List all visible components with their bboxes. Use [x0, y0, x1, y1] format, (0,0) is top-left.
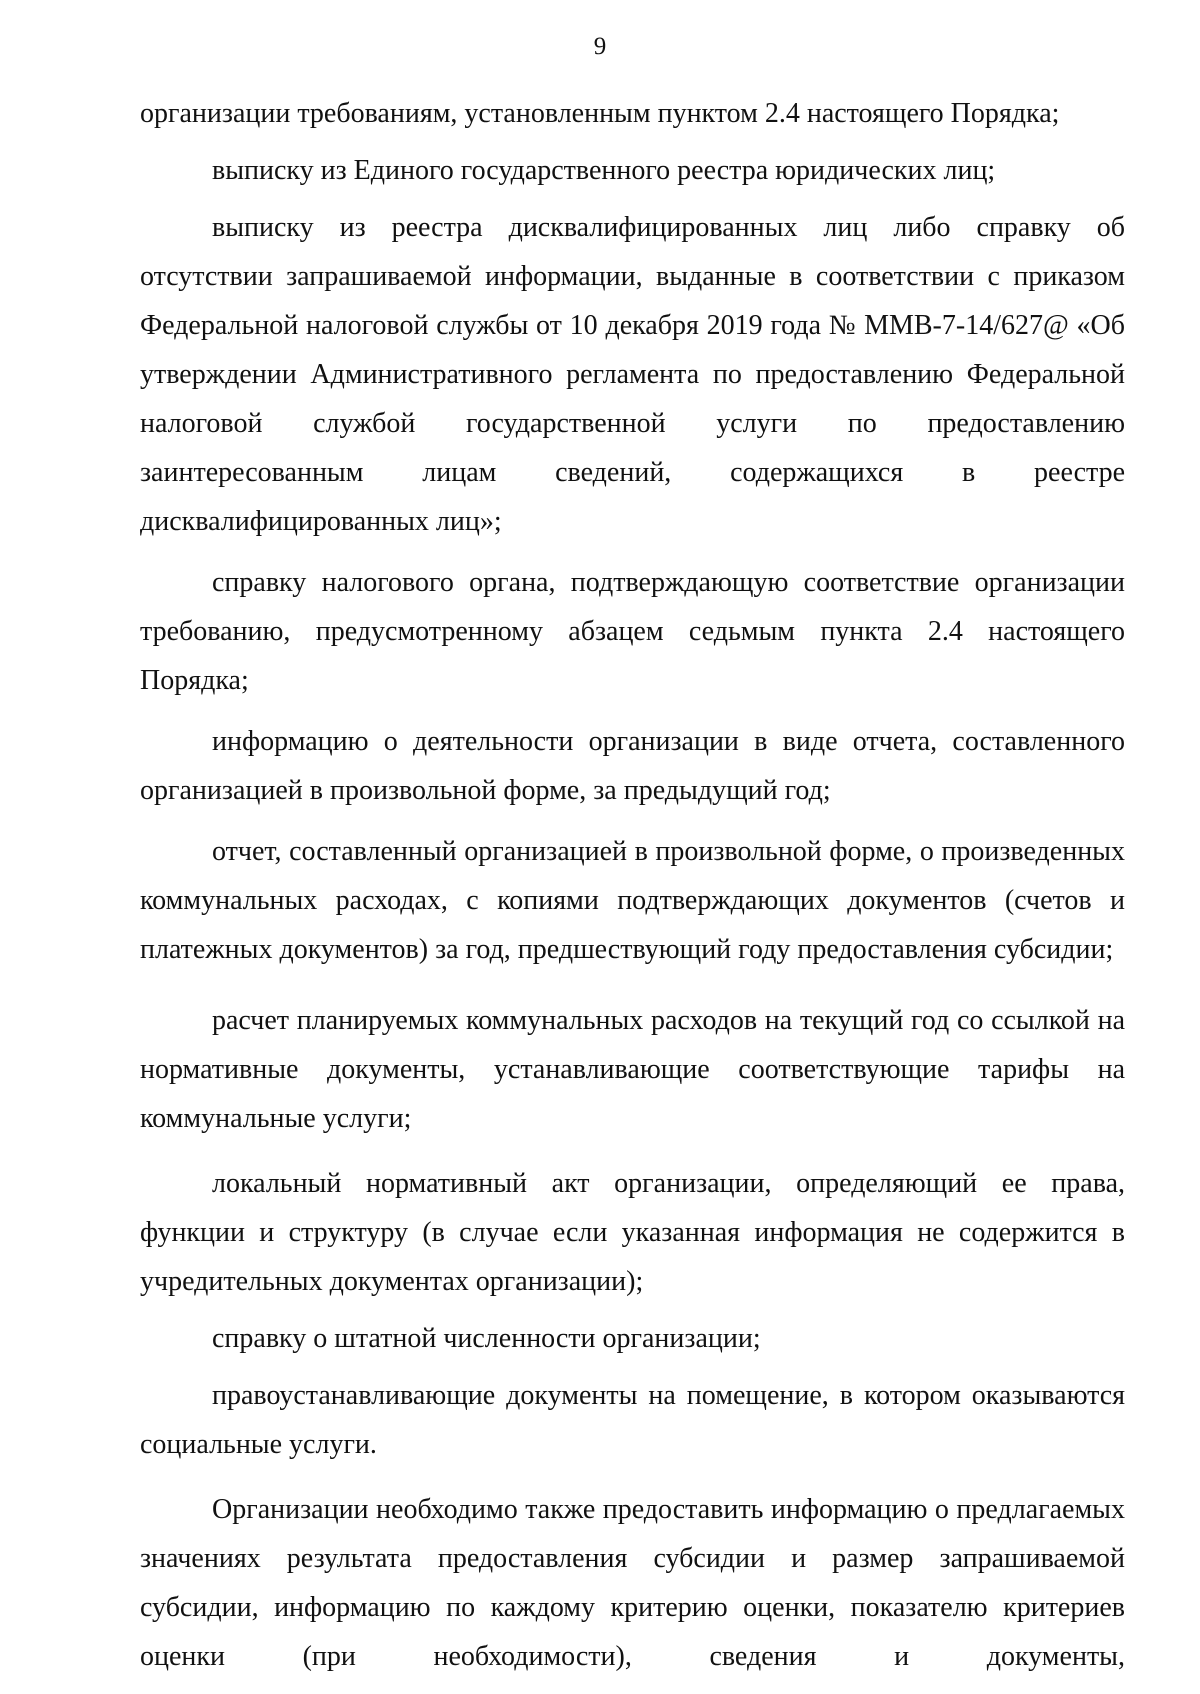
paragraph-local-act: локальный нормативный акт организации, определяющий ее права, функции и структуру (в случае если указанная информация не содержится в учредительных документах организации); — [140, 1168, 1125, 1297]
paragraph-additional-information: Организации необходимо также предоставить информацию о предлагаемых значениях результата предоставления субсидии и размер запрашиваемой субсидии, информацию по каждому критерию оценки, показателю критериев оценки (при необходимости), сведения и документы, — [140, 1494, 1125, 1672]
page-number: 9 — [593, 33, 607, 60]
paragraph-utility-expenses-report: отчет, составленный организацией в произвольной форме, о произведенных коммунальных расходах, с копиями подтверждающих документов (счетов и платежных документов) за год, предшествующий году предоставления субсидии; — [140, 836, 1125, 965]
document-body — [140, 89, 1125, 1681]
paragraph-tax-certificate: справку налогового органа, подтверждающую соответствие организации требованию, предусмотренному абзацем седьмым пункта 2.4 настоящего Порядка; — [140, 567, 1125, 696]
paragraph-staff-certificate: справку о штатной численности организации; — [212, 1323, 761, 1354]
paragraph-continuation: организации требованиям, установленным пунктом 2.4 настоящего Порядка; — [140, 98, 1060, 129]
paragraph-disqualified-registry: выписку из реестра дисквалифицированных лиц либо справку об отсутствии запрашиваемой информации, выданные в соответствии с приказом Федеральной налоговой службы от 10 декабря 2019 года № ММВ-7-14/627@ «Об утверждении Административного регламента по предоставлению Федеральной налоговой службой государственной услуги по предоставлению заинтересованным лицам сведений, содержащихся в реестре дисквалифицированных лиц»; — [140, 212, 1125, 537]
paragraph-egrul-extract: выписку из Единого государственного реестра юридических лиц; — [212, 155, 996, 186]
paragraph-activity-report: информацию о деятельности организации в виде отчета, составленного организацией в произвольной форме, за предыдущий год; — [140, 726, 1125, 806]
paragraph-planned-expenses: расчет планируемых коммунальных расходов на текущий год со ссылкой на нормативные документы, устанавливающие соответствующие тарифы на коммунальные услуги; — [140, 1005, 1125, 1134]
paragraph-premises-documents: правоустанавливающие документы на помещение, в котором оказываются социальные услуги. — [140, 1380, 1125, 1460]
